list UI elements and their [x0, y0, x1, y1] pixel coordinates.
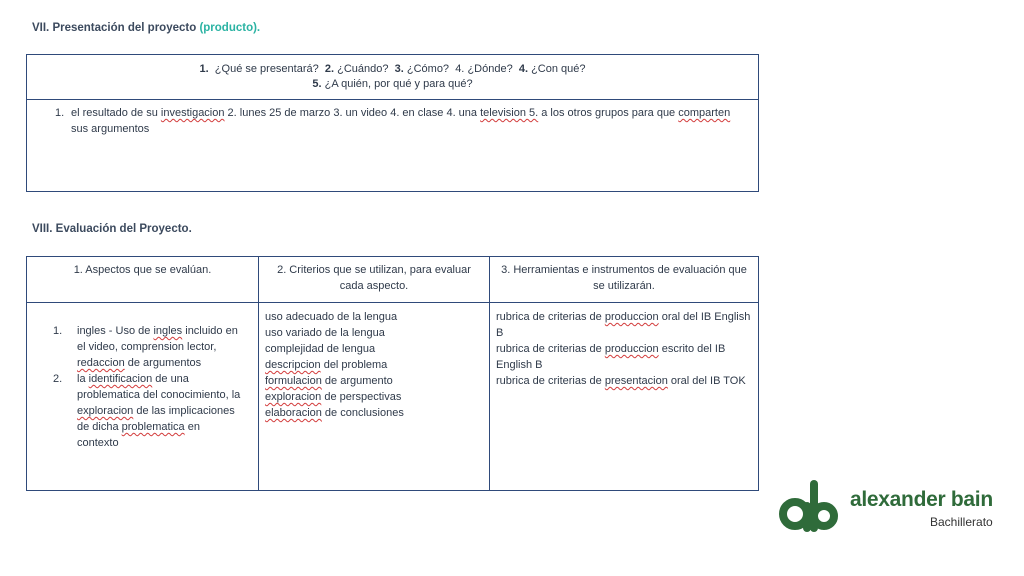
- logo-mark-text: ab: [809, 508, 811, 509]
- answer-text: el resultado de su: [71, 107, 161, 119]
- criteria-text: uso variado de la lengua: [265, 327, 385, 339]
- list-item: [33, 323, 252, 371]
- q2-text: ¿Cuándo?: [337, 63, 389, 75]
- q4-text: ¿Dónde?: [467, 63, 513, 75]
- q3-text: ¿Cómo?: [406, 63, 450, 75]
- evaluation-table: [26, 256, 759, 491]
- tool-text: oral del IB TOK: [667, 375, 746, 387]
- q4-number: 4.: [455, 63, 465, 75]
- criteria-text: formulacion: [265, 375, 322, 387]
- school-logo: [778, 478, 1010, 538]
- criteria-text: uso adecuado de la lengua: [265, 311, 398, 323]
- tool-text: produccion: [604, 343, 659, 355]
- tool-text: escrito del IB English B: [496, 343, 726, 371]
- criteria-line: [265, 309, 483, 325]
- aspect-text: ingles: [153, 325, 183, 337]
- aspect-text: de argumentos: [124, 357, 202, 369]
- criteria-line: [265, 389, 483, 405]
- aspect-text: la: [77, 373, 89, 385]
- list-number: 1.: [53, 325, 63, 337]
- answer-number: 1.: [55, 107, 65, 119]
- tool-text: presentacion: [604, 375, 668, 387]
- questions-line-2: [27, 77, 758, 92]
- aspect-text: exploracion: [77, 405, 134, 417]
- tool-text: rubrica de criterias de: [496, 343, 605, 355]
- aspect-text: ingles - Uso de: [77, 325, 154, 337]
- questions-line-1: [27, 62, 758, 77]
- aspect-text: de una problematica del conocimiento, la: [77, 373, 241, 401]
- aspect-text: identificacion: [88, 373, 153, 385]
- tool-text: oral del IB English B: [496, 311, 751, 339]
- column-header: 2. Criterios que se utilizan, para evaluar cada aspecto.: [259, 257, 489, 303]
- criteria-text: de perspectivas: [321, 391, 402, 403]
- presentation-questions: [27, 55, 758, 100]
- aspects-column: [27, 257, 258, 490]
- tools-column: [489, 257, 758, 490]
- q5-number: 4.: [518, 63, 529, 75]
- aspect-text: de las implicaciones de dicha: [77, 405, 235, 433]
- list-item: [33, 371, 252, 451]
- criteria-line: [265, 357, 483, 373]
- criteria-line: [265, 373, 483, 389]
- q2-number: 2.: [324, 63, 335, 75]
- aspect-text: incluido en el video, comprension lector,: [77, 325, 238, 353]
- criteria-column: [258, 257, 489, 490]
- criteria-line: [265, 325, 483, 341]
- answer-text: television 5.: [480, 107, 539, 119]
- aspect-text: problematica: [121, 421, 185, 433]
- criteria-text: elaboracion: [265, 407, 322, 419]
- answer-text: sus argumentos: [71, 122, 150, 135]
- criteria-line: [265, 341, 483, 357]
- section-7-heading-main: VII. Presentación del proyecto: [32, 22, 197, 34]
- logo-subtitle: Bachillerato: [930, 515, 993, 529]
- section-8-heading: VIII. Evaluación del Proyecto.: [32, 223, 192, 235]
- logo-ab-icon: [778, 478, 840, 534]
- q1-text: ¿Qué se presentará?: [214, 63, 319, 75]
- criteria-text: de conclusiones: [321, 407, 404, 419]
- column-header: 3. Herramientas e instrumentos de evaluación que se utilizarán.: [490, 257, 758, 303]
- tool-line: [496, 309, 752, 341]
- q6-text: ¿A quién, por qué y para qué?: [324, 78, 473, 90]
- tool-line: [496, 341, 752, 373]
- criteria-text: del problema: [320, 359, 388, 371]
- answer-text: investigacion: [160, 107, 225, 119]
- tool-text: rubrica de criterias de: [496, 375, 605, 387]
- column-header: 1. Aspectos que se evalúan.: [27, 257, 258, 303]
- tool-line: [496, 373, 752, 389]
- aspect-text: redaccion: [77, 357, 125, 369]
- q3-number: 3.: [394, 63, 404, 75]
- section-7-heading: [32, 22, 260, 34]
- presentation-answer: [27, 100, 758, 137]
- q6-number: 5.: [312, 78, 322, 90]
- answer-text: comparten: [678, 107, 731, 119]
- list-number: 2.: [53, 373, 63, 385]
- section-7-heading-accent: (producto).: [199, 22, 261, 34]
- q1-number: 1.: [199, 63, 209, 75]
- criteria-text: de argumento: [321, 375, 393, 387]
- criteria-line: [265, 405, 483, 421]
- answer-text: 2. lunes 25 de marzo 3. un video 4. en clase 4. una: [224, 107, 481, 119]
- aspect-text: en contexto: [77, 421, 200, 449]
- logo-name: alexander bain: [850, 488, 993, 511]
- criteria-text: descripcion: [265, 359, 321, 371]
- tool-text: produccion: [604, 311, 659, 323]
- criteria-text: exploracion: [265, 391, 322, 403]
- answer-text: a los otros grupos para que: [538, 107, 679, 119]
- presentation-table: [26, 54, 759, 192]
- tool-text: rubrica de criterias de: [496, 311, 605, 323]
- q5-text: ¿Con qué?: [531, 63, 586, 75]
- criteria-text: complejidad de lengua: [265, 343, 376, 355]
